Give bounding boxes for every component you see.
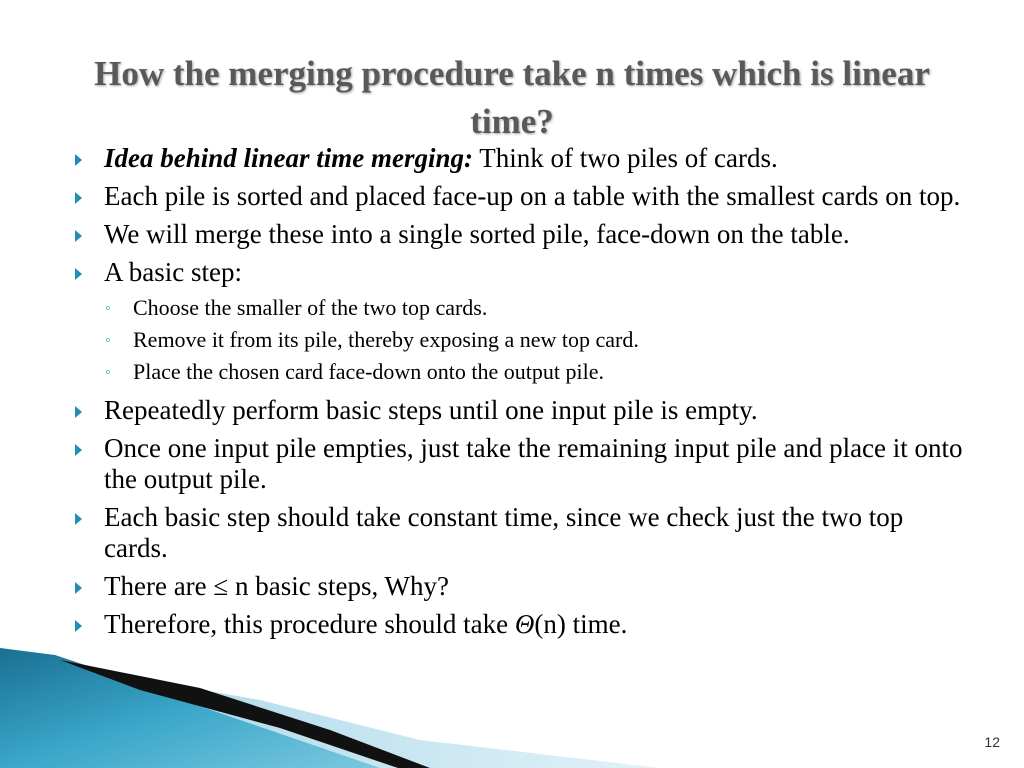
list-item xyxy=(70,395,970,426)
bullet-text: A basic step: xyxy=(104,257,242,287)
triangle-bullet-icon xyxy=(75,620,82,632)
sub-list-item xyxy=(70,327,970,353)
list-item xyxy=(70,609,970,640)
list-item xyxy=(70,257,970,288)
list-item xyxy=(70,143,970,174)
bullet-text: Repeatedly perform basic steps until one input pile is empty. xyxy=(104,395,758,425)
circle-bullet-icon: ◦ xyxy=(105,300,111,317)
bullet-text: Once one input pile empties, just take the remaining input pile and place it onto the output pile. xyxy=(104,433,963,494)
triangle-bullet-icon xyxy=(75,154,82,166)
triangle-bullet-icon xyxy=(75,406,82,418)
triangle-bullet-icon xyxy=(75,230,82,242)
sub-bullet-text: Choose the smaller of the two top cards. xyxy=(133,295,488,320)
sub-bullet-text: Remove it from its pile, thereby exposing a new top card. xyxy=(133,327,639,352)
page-number: 12 xyxy=(984,734,1000,750)
bullet-text: Each basic step should take constant time, since we check just the two top cards. xyxy=(104,502,904,563)
bullet-list xyxy=(70,143,970,647)
sub-bullet-text: Place the chosen card face-down onto the output pile. xyxy=(133,359,605,384)
triangle-bullet-icon xyxy=(75,582,82,594)
bullet-text: Think of two piles of cards. xyxy=(473,143,778,173)
bullet-text: There are ≤ n basic steps, Why? xyxy=(104,571,449,601)
bullet-text: We will merge these into a single sorted pile, face-down on the table. xyxy=(104,219,850,249)
slide-title: How the merging procedure take n times which is linear time? xyxy=(94,54,930,141)
triangle-bullet-icon xyxy=(75,513,82,525)
bullet-lead-text: Idea behind linear time merging: xyxy=(104,143,474,173)
sub-list-item xyxy=(70,359,970,385)
bullet-text-after: (n) time. xyxy=(534,609,628,639)
circle-bullet-icon: ◦ xyxy=(105,364,111,381)
sub-list-item xyxy=(70,295,970,321)
theta-symbol: Θ xyxy=(514,609,535,639)
list-item xyxy=(70,219,970,250)
triangle-bullet-icon xyxy=(75,444,82,456)
triangle-bullet-icon xyxy=(75,192,82,204)
blue-wave-shape xyxy=(0,648,380,768)
list-item xyxy=(70,502,970,564)
list-item xyxy=(70,433,970,495)
bullet-text: Each pile is sorted and placed face-up on a table with the smallest cards on top. xyxy=(104,181,961,211)
bullet-text-before: Therefore, this procedure should take xyxy=(104,609,515,639)
list-item xyxy=(70,181,970,212)
circle-bullet-icon: ◦ xyxy=(105,332,111,349)
list-item xyxy=(70,571,970,602)
triangle-bullet-icon xyxy=(75,268,82,280)
